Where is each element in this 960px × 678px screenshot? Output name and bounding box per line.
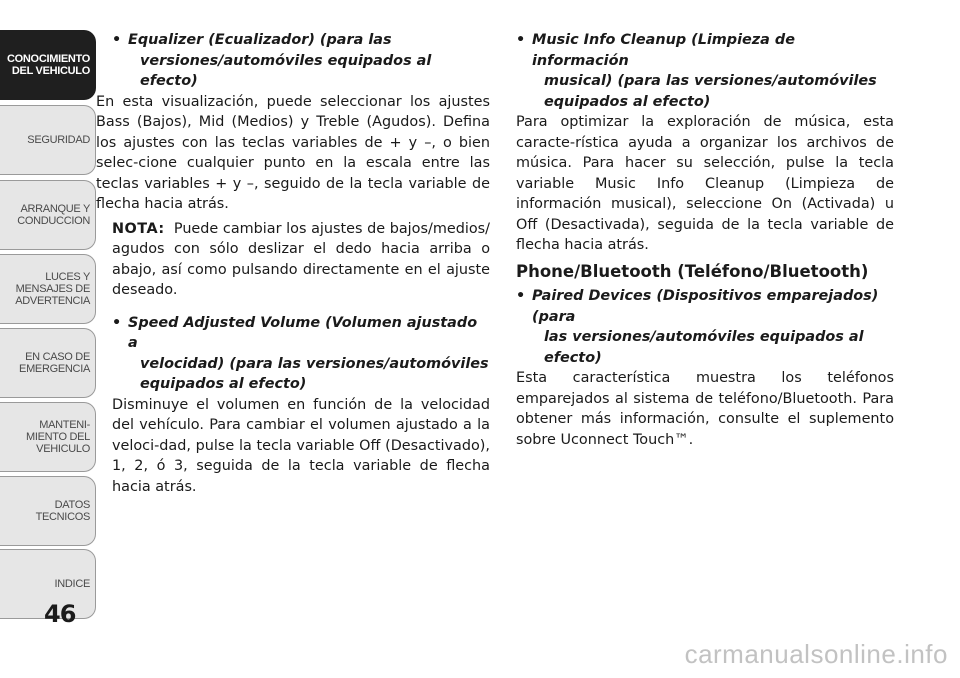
music-title-line2: musical) (para las versiones/automóviles	[544, 73, 877, 89]
tab-luces-y-mensajes[interactable]: LUCES Y MENSAJES DE ADVERTENCIA	[0, 254, 96, 324]
speed-title-line1: Speed Adjusted Volume (Volumen ajustado a	[128, 314, 478, 351]
speed-title-line3: equipados al efecto)	[140, 376, 307, 392]
speed-body: Disminuye el volumen en función de la velocidad del vehículo. Para cambiar el volumen ajustado a la veloci-dad, pulse la tecla variable Off (Desactivado), 1, 2, ó 3, seguida de la tecla variable de flecha hacia atrás.	[112, 396, 490, 495]
paired-heading	[516, 286, 894, 368]
music-heading	[516, 30, 894, 112]
watermark: carmanualsonline.info	[684, 639, 948, 669]
equalizer-body: En esta visualización, puede seleccionar los ajustes Bass (Bajos), Mid (Medios) y Treble (Agudos). Defina los ajustes con las teclas variables de + y –, o bien selec-cione cualquier punto en la escala entre las teclas variables + y –, seguido de la tecla variable de flecha hacia atrás.	[96, 93, 490, 212]
equalizer-title-line2: versiones/automóviles equipados al efecto)	[140, 52, 432, 89]
bullet-glyph: •	[516, 32, 526, 48]
tab-datos-tecnicos[interactable]: DATOS TECNICOS	[0, 476, 96, 546]
speed-title-line2: velocidad) (para las versiones/automóviles	[140, 355, 489, 372]
right-column	[516, 30, 894, 450]
paired-body: Esta característica muestra los teléfonos emparejados al sistema de teléfono/Bluetooth. Para obtener más información, consulte el suplemento sobre Uconnect Touch™.	[516, 370, 894, 448]
music-body: Para optimizar la exploración de música, esta caracte-rística ayuda a organizar los archivos de música. Para hacer su selección, pulse la tecla variable Music Info Cleanup (Limpieza de información musical), seleccione On (Activada) u Off (Desactivada), seguida de la tecla variable de flecha hacia atrás.	[516, 114, 894, 253]
equalizer-title-line1: Equalizer (Ecualizador) (para las	[128, 32, 392, 48]
bullet-glyph: •	[112, 314, 122, 331]
bullet-glyph: •	[516, 288, 526, 304]
bullet-glyph: •	[112, 32, 122, 48]
page-number: 46	[44, 600, 76, 628]
left-column	[96, 30, 490, 497]
note-paragraph	[112, 219, 490, 301]
paired-title-line2: las versiones/automóviles equipados al efecto)	[544, 329, 864, 366]
tab-indice[interactable]: INDICE	[0, 549, 96, 619]
music-title-line3: equipados al efecto)	[544, 93, 711, 110]
tab-arranque-y-conduccion[interactable]: ARRANQUE Y CONDUCCION	[0, 180, 96, 250]
paired-title-line1: Paired Devices (Dispositivos emparejados) (para	[532, 288, 879, 325]
note-label: NOTA:	[112, 220, 165, 237]
tab-mantenimiento[interactable]: MANTENI- MIENTO DEL VEHICULO	[0, 402, 96, 472]
tab-conocimiento-del-vehiculo[interactable]: CONOCIMIENTO DEL VEHICULO	[0, 30, 96, 100]
speed-heading	[112, 313, 490, 395]
equalizer-heading	[112, 30, 490, 92]
phone-bluetooth-heading: Phone/Bluetooth (Teléfono/Bluetooth)	[516, 261, 869, 281]
tab-seguridad[interactable]: SEGURIDAD	[0, 105, 96, 175]
tab-en-caso-de-emergencia[interactable]: EN CASO DE EMERGENCIA	[0, 328, 96, 398]
music-title-line1: Music Info Cleanup (Limpieza de información	[532, 32, 795, 69]
note-body: Puede cambiar los ajustes de bajos/medios/ agudos con sólo deslizar el dedo hacia arriba o abajo, así como pulsando directamente en el ajuste deseado.	[112, 220, 490, 298]
